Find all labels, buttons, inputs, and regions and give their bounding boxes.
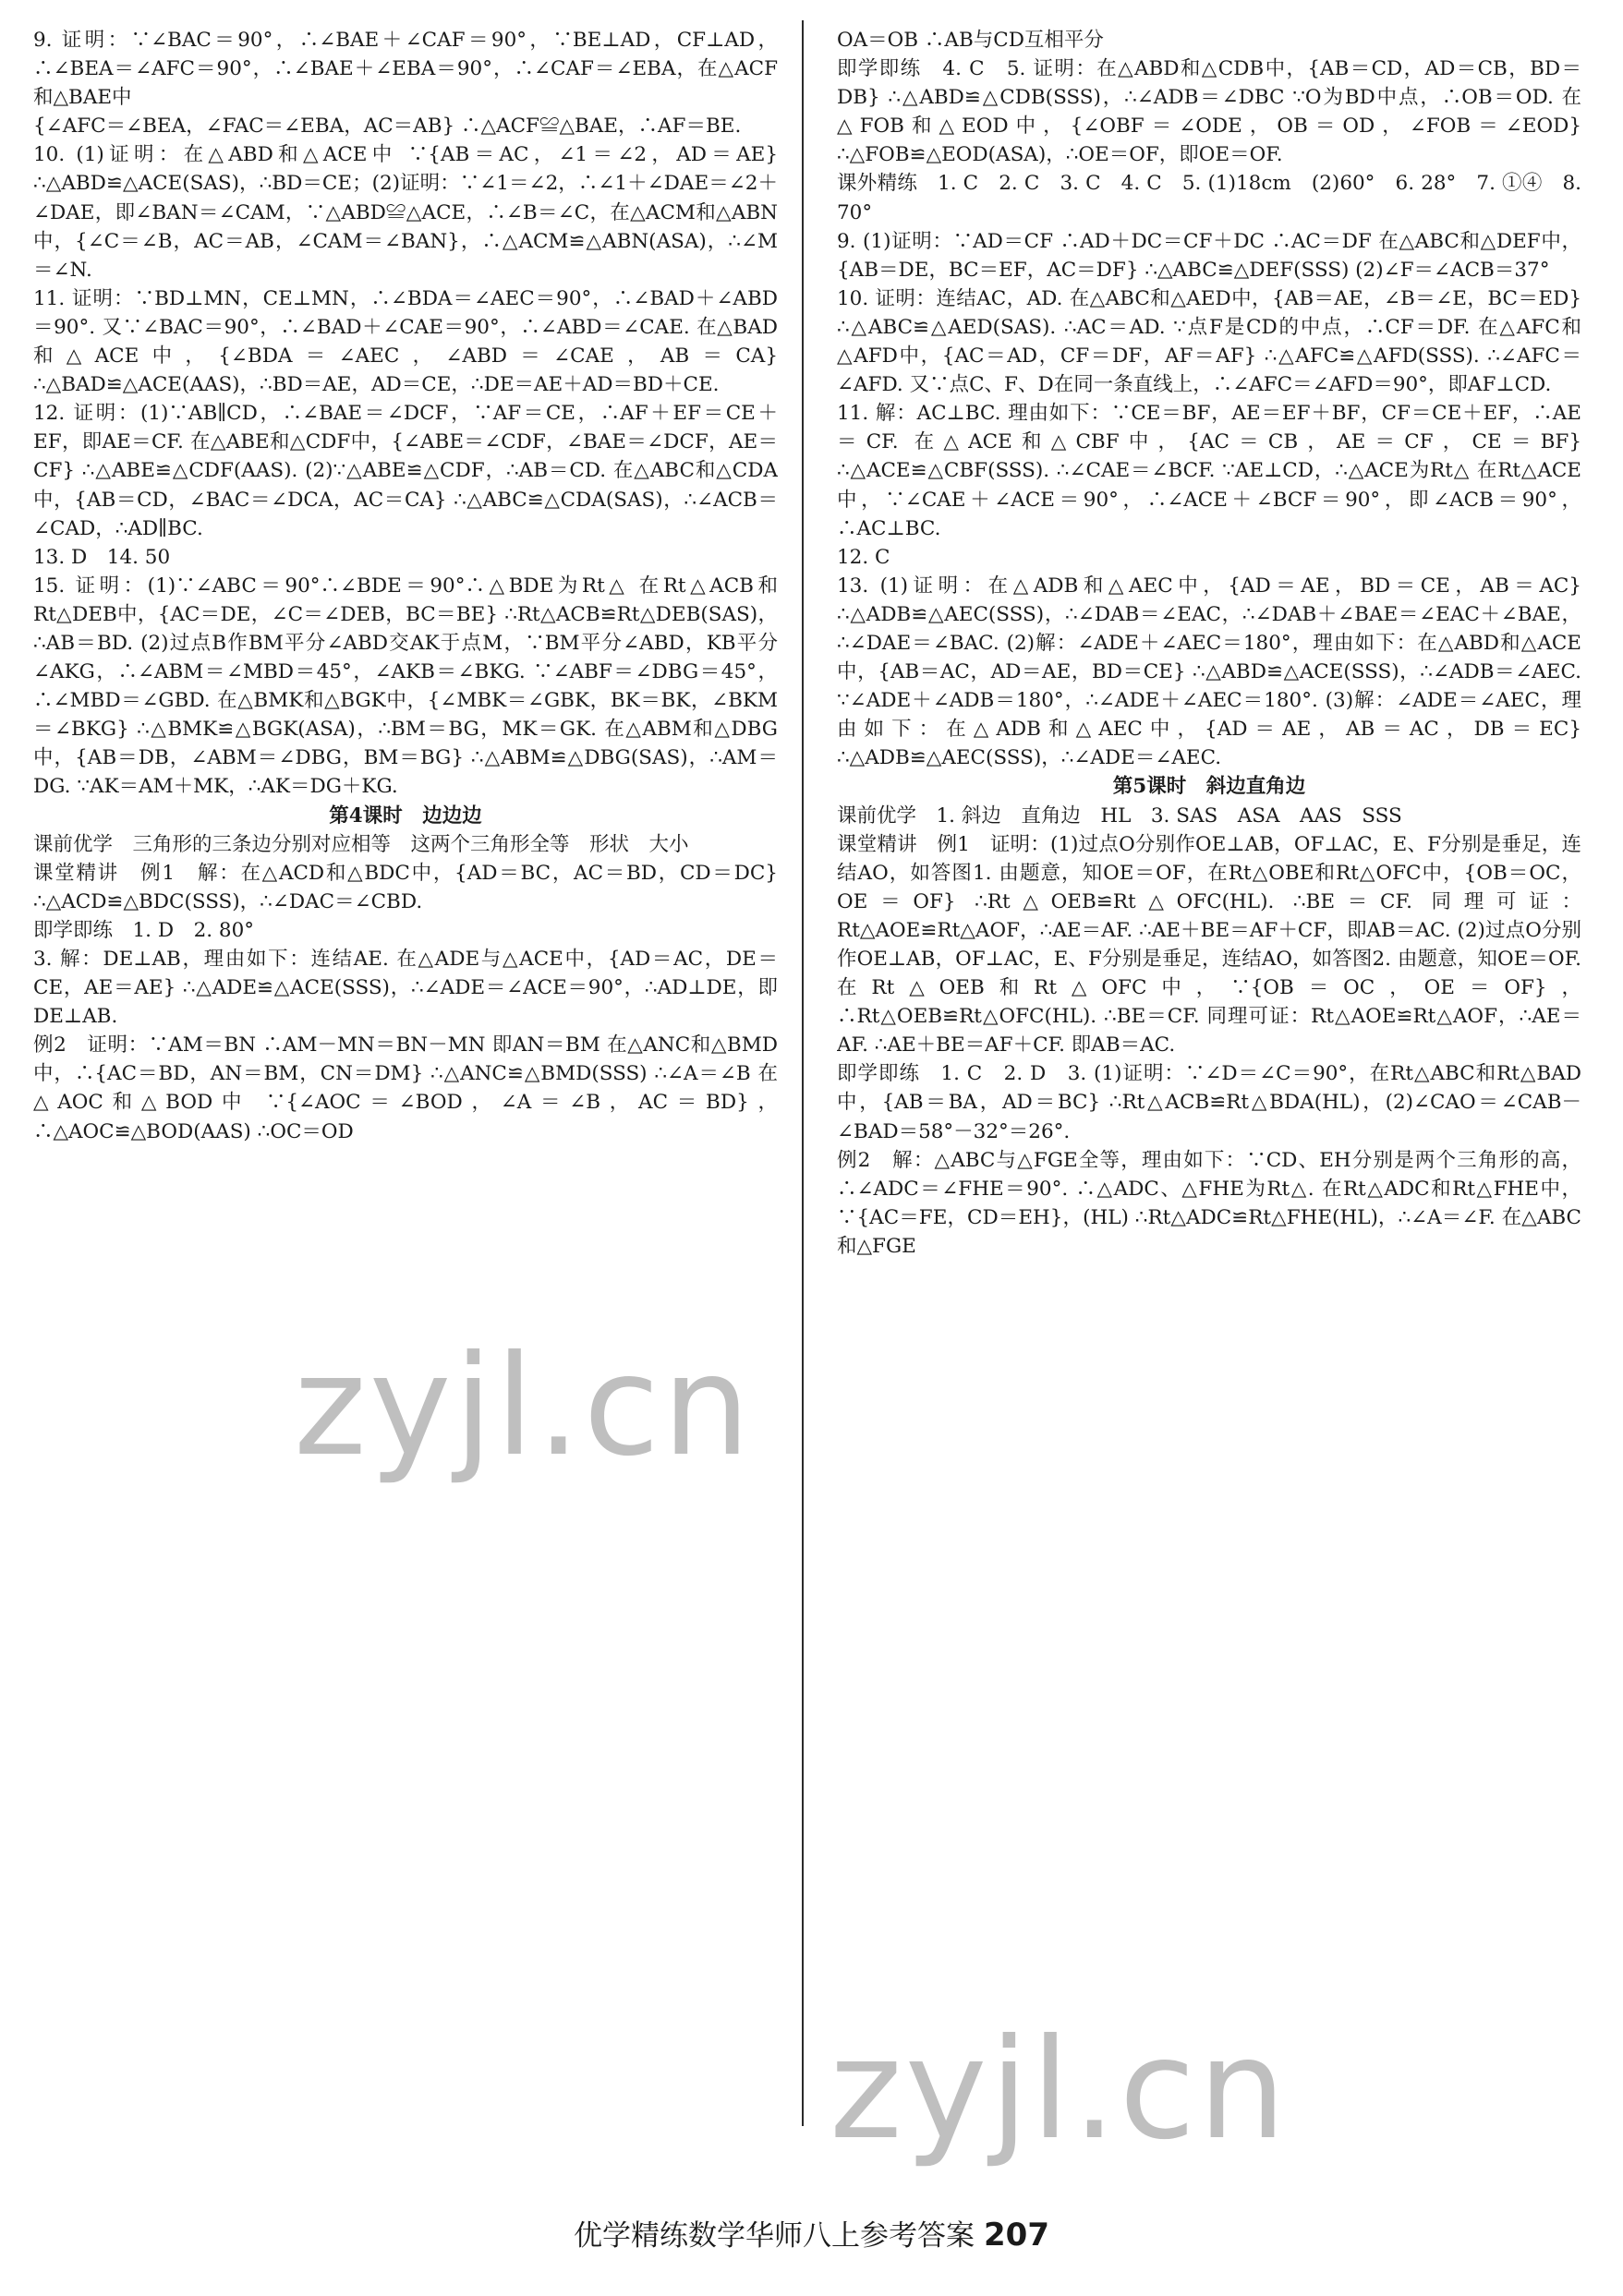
watermark-upper: zyjl.cn [294,1326,754,1487]
left-item-10: 10. (1)证明：在△ABD和△ACE中 ∵{AB＝AC，∠1＝∠2，AD＝AE} ∴△ABD≌△ACE(SAS)，∴BD＝CE；(2)证明：∵∠1＝∠2，∴∠1＋∠DAE＝∠2＋∠DAE，即∠BAN＝∠CAM，∵△ABD≌△ACE，∴∠B＝∠C，在△ACM和△ABN中，{∠C＝∠B，AC＝AB，∠CAM＝∠BAN}，∴△ACM≌△ABN(ASA)，∴∠M＝∠N. [33,143,778,282]
right-preview-section: 课前优学 1. 斜边 直角边 HL 3. SAS ASA AAS SSS [837,804,1402,828]
right-item-10: 10. 证明：连结AC，AD. 在△ABC和△AED中，{AB＝AE，∠B＝∠E，BC＝ED} ∴△ABC≌△AED(SAS). ∴AC＝AD. ∵点F是CD的中点，∴CF＝DF. 在△AFC和△AFD中，{AC＝AD，CF＝DF，AF＝AF} ∴△AFC≌△AFD(SSS). ∴∠AFC＝∠AFD. 又∵点C、F、D在同一条直线上，∴∠AFC＝∠AFD＝90°，即AF⊥CD. [837,286,1581,397]
left-item-13-14: 13. D 14. 50 [33,545,171,569]
right-example-1: 课堂精讲 例1 证明：(1)过点O分别作OE⊥AB，OF⊥AC，E、F分别是垂足，连结AO，如答图1. 由题意，知OE＝OF，在Rt△OBE和Rt△OFC中，{OB＝OC，OE＝OF} ∴Rt△OEB≌Rt△OFC(HL). ∴BE＝CF. 同理可证：Rt△AOE≌Rt△AOF，∴AE＝AF. ∴AE＋BE＝AF＋CF，即AB＝AC. (2)过点O分别作OE⊥AB，OF⊥AC，E、F分别是垂足，连结AO，如答图2. 由题意，知OE＝OF. 在Rt△OEB和Rt△OFC中，∵{OB＝OC，OE＝OF}，∴Rt△OEB≌Rt△OFC(HL). ∴BE＝CF. 同理可证：Rt△AOE≌Rt△AOF，∴AE＝AF. ∴AE＋BE＝AF＋CF. 即AB＝AC. [837,832,1581,1057]
section-heading-lesson-5: 第5课时 斜边直角边 [1112,775,1306,799]
right-item-13: 13. (1)证明：在△ADB和△AEC中，{AD＝AE，BD＝CE，AB＝AC} ∴△ADB≌△AEC(SSS)，∴∠DAB＝∠EAC，∴∠DAB＋∠BAE＝∠EAC＋∠BAE，∴∠DAE＝∠BAC. (2)解：∠ADE＋∠AEC＝180°，理由如下：在△ABD和△ACE中，{AB＝AC，AD＝AE，BD＝CE} ∴△ABD≌△ACE(SSS)，∴∠ADB＝∠AEC. ∵∠ADE＋∠ADB＝180°，∴∠ADE＋∠AEC＝180°. (3)解：∠ADE＝∠AEC，理由如下：在△ADB和△AEC中，{AD＝AE，AB＝AC，DB＝EC} ∴△ADB≌△AEC(SSS)，∴∠ADE＝∠AEC. [837,574,1581,770]
left-item-9a: 9. 证明：∵∠BAC＝90°，∴∠BAE＋∠CAF＝90°，∵BE⊥AD，CF⊥AD，∴∠BEA＝∠AFC＝90°，∴∠BAE＋∠EBA＝90°，∴∠CAF＝∠EBA，在△ACF和△BAE中 [33,29,778,110]
left-preview-section: 课前优学 三角形的三条边分别对应相等 这两个三角形全等 形状 大小 [33,832,689,856]
column-divider [802,20,804,2126]
left-item-11: 11. 证明：∵BD⊥MN，CE⊥MN，∴∠BDA＝∠AEC＝90°，∴∠BAD＋∠ABD＝90°. 又∵∠BAC＝90°，∴∠BAD＋∠CAE＝90°，∴∠ABD＝∠CAE. 在△BAD和△ACE中，{∠BDA＝∠AEC，∠ABD＝∠CAE，AB＝CA} ∴△BAD≌△ACE(AAS)，∴BD＝AE，AD＝CE，∴DE＝AE＋AD＝BD＋CE. [33,286,778,397]
right-item-9: 9. (1)证明：∵AD＝CF ∴AD＋DC＝CF＋DC ∴AC＝DF 在△ABC和△DEF中，{AB＝DE，BC＝EF，AC＝DF} ∴△ABC≌△DEF(SSS) (2)∠F＝∠ACB＝37° [837,229,1581,282]
right-item-12: 12. C [837,545,890,569]
left-item-12: 12. 证明：(1)∵AB∥CD，∴∠BAE＝∠DCF，∵AF＝CE，∴AF＋EF＝CE＋EF，即AE＝CF. 在△ABE和△CDF中，{∠ABE＝∠CDF，∠BAE＝∠DCF，AE＝CF} ∴△ABE≌△CDF(AAS). (2)∵△ABE≌△CDF，∴AB＝CD. 在△ABC和△CDA中，{AB＝CD，∠BAC＝∠DCA，AC＝CA} ∴△ABC≌△CDA(SAS)，∴∠ACB＝∠CAD，∴AD∥BC. [33,402,778,540]
right-practice-4-5: 即学即练 4. C 5. 证明：在△ABD和△CDB中，{AB＝CD，AD＝CB，BD＝DB} ∴△ABD≌△CDB(SSS)，∴∠ADB＝∠DBC ∵O为BD中点，∴OB＝OD. 在△FOB和△EOD中，{∠OBF＝∠ODE，OB＝OD，∠FOB＝∠EOD} ∴△FOB≌△EOD(ASA)，∴OE＝OF，即OE＝OF. [837,57,1581,167]
left-column [33,26,778,2076]
right-column [837,26,1581,2095]
page-footer [0,2212,1623,2254]
section-heading-lesson-4: 第4课时 边边边 [329,804,482,828]
left-item-9b: {∠AFC＝∠BEA，∠FAC＝∠EBA，AC＝AB} ∴△ACF≌△BAE，∴AF＝BE. [33,115,742,139]
left-practice-1-2: 即学即练 1. D 2. 80° [33,918,255,942]
right-extra-practice-1-8: 课外精练 1. C 2. C 3. C 4. C 5. (1)18cm (2)60° 6. 28° 7. ①④ 8. 70° [837,172,1581,224]
right-item-continuation: OA＝OB ∴AB与CD互相平分 [837,29,1104,52]
watermark-lower: zyjl.cn [830,2010,1290,2170]
left-example-2: 例2 证明：∵AM＝BN ∴AM－MN＝BN－MN 即AN＝BM 在△ANC和△BMD中，∴{AC＝BD，AN＝BM，CN＝DM} ∴△ANC≌△BMD(SSS) ∴∠A＝∠B 在△AOC和△BOD中 ∵{∠AOC＝∠BOD，∠A＝∠B，AC＝BD}，∴△AOC≌△BOD(AAS) ∴OC＝OD [33,1033,778,1143]
left-example-1: 课堂精讲 例1 解：在△ACD和△BDC中，{AD＝BC，AC＝BD，CD＝DC} ∴△ACD≌△BDC(SSS)，∴∠DAC＝∠CBD. [33,861,778,913]
right-practice-1-3: 即学即练 1. C 2. D 3. (1)证明：∵∠D＝∠C＝90°，在Rt△ABC和Rt△BAD中，{AB＝BA，AD＝BC} ∴Rt△ACB≌Rt△BDA(HL)，(2)∠CAO＝∠CAB－∠BAD＝58°－32°＝26°. [837,1062,1581,1143]
right-example-2: 例2 解：△ABC与△FGE全等，理由如下：∵CD、EH分别是两个三角形的高，∴∠ADC＝∠FHE＝90°. ∴△ADC、△FHE为Rt△. 在Rt△ADC和Rt△FHE中，∵{AC＝FE，CD＝EH}，(HL) ∴Rt△ADC≌Rt△FHE(HL)，∴∠A＝∠F. 在△ABC和△FGE [837,1148,1581,1258]
left-item-15: 15. 证明：(1)∵∠ABC＝90°∴∠BDE＝90°∴△BDE为Rt△ 在Rt△ACB和Rt△DEB中，{AC＝DE，∠C＝∠DEB，BC＝BE} ∴Rt△ACB≌Rt△DEB(SAS)，∴AB＝BD. (2)过点B作BM平分∠ABD交AK于点M，∵BM平分∠ABD，KB平分∠AKG，∴∠ABM＝∠MBD＝45°，∠AKB＝∠BKG. ∵∠ABF＝∠DBG＝45°，∴∠MBD＝∠GBD. 在△BMK和△BGK中，{∠MBK＝∠GBK，BK＝BK，∠BKM＝∠BKG} ∴△BMK≌△BGK(ASA)，∴BM＝BG，MK＝GK. 在△ABM和△DBG中，{AB＝DB，∠ABM＝∠DBG，BM＝BG} ∴△ABM≌△DBG(SAS)，∴AM＝DG. ∵AK＝AM＋MK，∴AK＝DG＋KG. [33,574,778,799]
footer-title: 优学精练数学华师八上参考答案 [574,2219,975,2253]
left-practice-3: 3. 解：DE⊥AB，理由如下：连结AE. 在△ADE与△ACE中，{AD＝AC，DE＝CE，AE＝AE} ∴△ADE≌△ACE(SSS)，∴∠ADE＝∠ACE＝90°，∴AD⊥DE，即DE⊥AB. [33,948,778,1029]
page-number: 207 [984,2217,1049,2254]
right-item-11: 11. 解：AC⊥BC. 理由如下：∵CE＝BF，AE＝EF＋BF，CF＝CE＋EF，∴AE＝CF. 在△ACE和△CBF中，{AC＝CB，AE＝CF，CE＝BF} ∴△ACE≌△CBF(SSS). ∴∠CAE＝∠BCF. ∵AE⊥CD，∴△ACE为Rt△ 在Rt△ACE中，∵∠CAE＋∠ACE＝90°，∴∠ACE＋∠BCF＝90°，即∠ACB＝90°，∴AC⊥BC. [837,402,1581,540]
